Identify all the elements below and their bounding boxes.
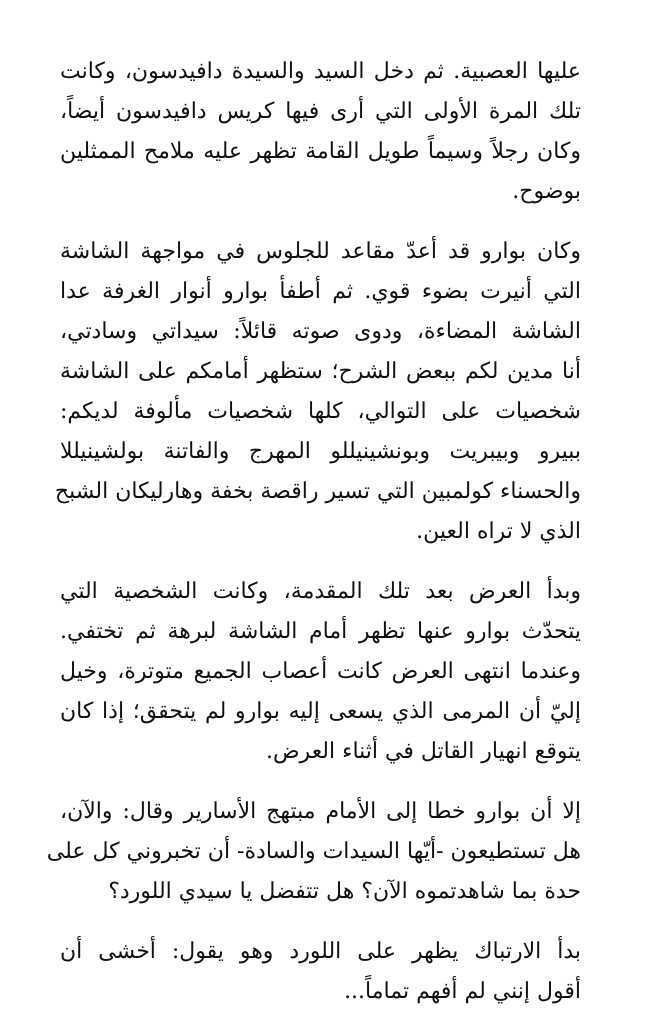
text-line: شخصيات على التوالي، كلها شخصيات مألوفة لديكم: <box>60 399 581 424</box>
text-line: هل تستطيعون -أيّها السيدات والسادة- أن تخبروني كل على <box>46 839 581 864</box>
text-line: يتوقع انهيار القاتل في أثناء العرض. <box>265 739 581 764</box>
text-line: الذي لا تراه العين. <box>416 519 581 544</box>
text-line: الشاشة المضاءة، ودوى صوته قائلاً: سيداتي وسادتي، <box>60 319 581 344</box>
paragraph-1 <box>60 52 581 212</box>
text-line: إلا أن بوارو خطا إلى الأمام مبتهج الأسارير وقال: والآن، <box>60 799 581 824</box>
paragraph-2 <box>54 232 581 552</box>
text-line: بدأ الارتباك يظهر على اللورد وهو يقول: أخشى أن <box>60 939 581 964</box>
text-line: ببيرو وبيبريت وبونشينيللو المهرج والفاتنة بولشينيللا <box>60 439 581 464</box>
text-line: إليّ أن المرمى الذي يسعى إليه بوارو لم يتحقق؛ إذا كان <box>60 699 581 724</box>
text-line: وكان رجلاً وسيماً طويل القامة تظهر عليه ملامح الممثلين <box>60 139 581 164</box>
text-line: حدة بما شاهدتموه الآن؟ هل تتفضل يا سيدي اللورد؟ <box>108 879 581 904</box>
text-line: بوضوح. <box>512 179 581 204</box>
text-line: أقول إنني لم أفهم تماماً... <box>344 979 581 1004</box>
text-line: وعندما انتهى العرض كانت أعصاب الجميع متوترة، وخيل <box>60 659 581 684</box>
text-line: وكان بوارو قد أعدّ مقاعد للجلوس في مواجهة الشاشة <box>60 239 581 264</box>
text-line: تلك المرة الأولى التي أرى فيها كريس دافيدسون أيضاً، <box>60 99 581 124</box>
paragraph-5 <box>60 932 581 1012</box>
paragraph-3 <box>60 572 581 772</box>
text-line: والحسناء كولمبين التي تسير راقصة بخفة وهارليكان الشبح <box>54 479 581 504</box>
text-line: وبدأ العرض بعد تلك المقدمة، وكانت الشخصية التي <box>60 579 581 604</box>
text-line: أنا مدين لكم ببعض الشرح؛ ستظهر أمامكم على الشاشة <box>60 359 581 384</box>
text-line: التي أنيرت بضوء قوي. ثم أطفأ بوارو أنوار الغرفة عدا <box>60 279 581 304</box>
paragraph-4 <box>46 792 581 912</box>
text-line: عليها العصبية. ثم دخل السيد والسيدة دافيدسون، وكانت <box>60 59 581 84</box>
text-line: يتحدّث بوارو عنها تظهر أمام الشاشة لبرهة ثم تختفي. <box>60 619 581 644</box>
